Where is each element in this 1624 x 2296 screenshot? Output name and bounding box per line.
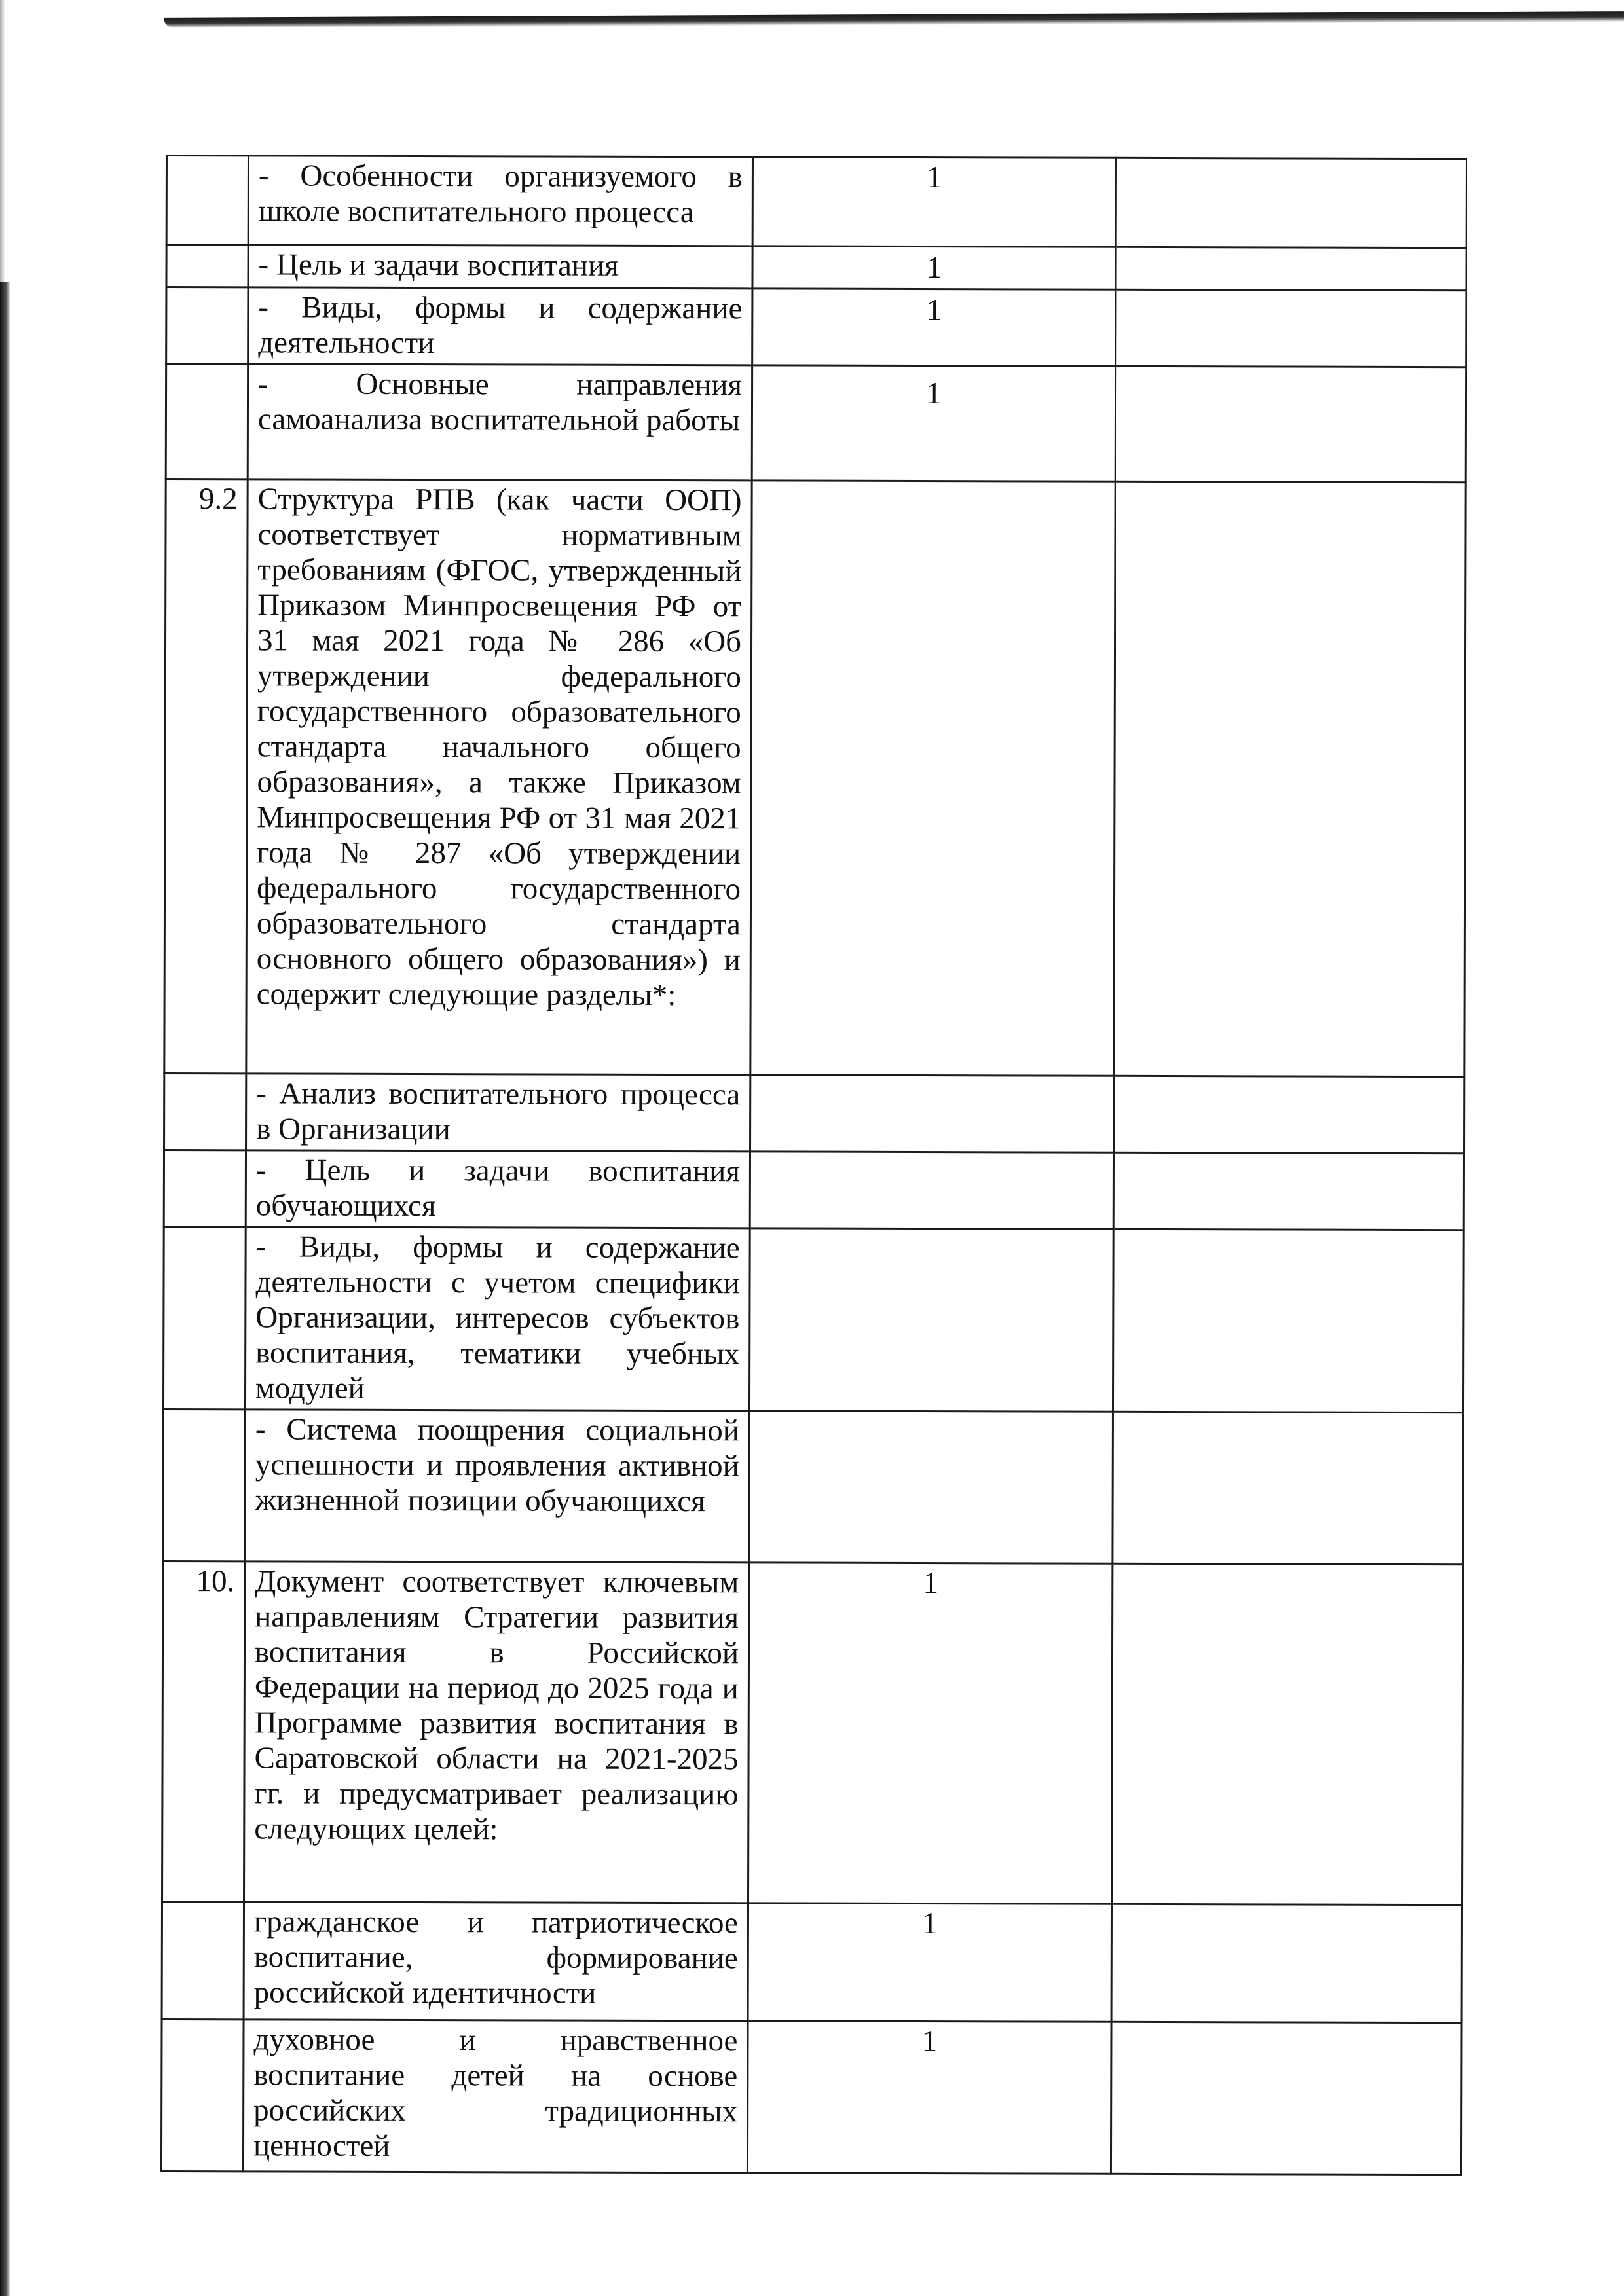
criterion-text: - Анализ воспитательного процесса в Организации [246,1074,750,1152]
row-number-cell [163,1226,246,1409]
note-cell [1112,1563,1463,1904]
criterion-text: - Цель и задачи воспитания [248,245,752,289]
score-cell [750,1075,1114,1152]
score-cell [749,1228,1113,1412]
note-cell [1116,247,1466,290]
table-row [162,1901,1462,2022]
criterion-text: - Основные направления самоанализа воспитательной работы [248,364,752,481]
score-cell [749,1411,1113,1563]
criterion-text: - Цель и задачи воспитания обучающихся [246,1150,750,1228]
row-number-cell [164,1073,246,1150]
note-cell [1116,158,1466,247]
score-cell: 1 [747,2021,1111,2174]
row-number-cell: 10. [162,1561,245,1901]
criterion-text: - Виды, формы и содержание деятельности [248,287,752,365]
note-cell [1113,1412,1464,1564]
score-cell: 1 [752,289,1116,366]
criterion-text: Структура РПВ (как части ООП) соответствует нормативным требованиям (ФГОС, утвержденный Приказом Минпросвещения РФ от 31 мая 2021 года № 286 «Об утверждении федерального государственного образовательного стандарта начального общего образования», а также Приказом Минпросвещения РФ от 31 мая 2021 года № 287 «Об утверждении федерального государственного образовательного стандарта основного общего образования») и содержит следующие разделы*: [246,479,752,1075]
note-cell [1111,2022,1462,2174]
note-cell [1114,481,1466,1076]
row-number-cell [163,1409,246,1561]
note-cell [1114,1076,1464,1153]
criterion-text: гражданское и патриотическое воспитание, формирование российской идентичности [244,1902,748,2021]
criterion-text: - Особенности организуемого в школе воспитательного процесса [248,156,752,246]
score-cell: 1 [752,365,1115,481]
criterion-text: - Система поощрения социальной успешности и проявления активной жизненной позиции обучающихся [245,1410,750,1563]
score-cell [750,1152,1113,1229]
row-number-cell [166,287,248,364]
note-cell [1115,366,1466,482]
table-row [163,1226,1464,1412]
score-cell: 1 [748,1563,1113,1904]
score-cell: 1 [752,246,1116,289]
row-number-cell: 9.2 [164,479,248,1074]
row-number-cell [166,156,248,245]
note-cell [1116,289,1466,367]
table-row [162,1561,1463,1904]
note-cell [1113,1152,1464,1230]
note-cell [1111,1904,1462,2022]
table-row [163,1409,1464,1564]
scan-shadow-left [0,282,10,2296]
row-number-cell [162,1901,244,2019]
table-row [164,1073,1464,1153]
scan-shadow-left-top [0,0,5,282]
note-cell [1113,1229,1464,1412]
row-number-cell [164,1150,246,1226]
scan-shadow-top [164,11,1624,28]
row-number-cell [161,2019,244,2171]
table-row [164,1150,1464,1230]
criterion-text: духовное и нравственное воспитание детей на основе российских традиционных ценностей [243,2020,748,2173]
criterion-text: - Виды, формы и содержание деятельности с учетом специфики Организации, интересов субъектов воспитания, тематики учебных модулей [245,1227,750,1411]
criterion-text: Документ соответствует ключевым направлениям Стратегии развития воспитания в Российской Федерации на период до 2025 года и Программе развития воспитания в Саратовской области на 2021-2025 гг. и предусматривает реализацию следующих целей: [244,1561,749,1903]
score-cell: 1 [748,1903,1111,2022]
score-cell: 1 [752,157,1116,247]
table-row [166,364,1466,483]
assessment-table [160,155,1467,2176]
table-row [166,245,1466,291]
table-row [166,287,1466,367]
table-row [166,156,1466,248]
row-number-cell [166,364,248,479]
row-number-cell [166,245,248,287]
table-row [161,2019,1462,2174]
table-row [164,479,1466,1077]
score-cell [750,481,1115,1076]
